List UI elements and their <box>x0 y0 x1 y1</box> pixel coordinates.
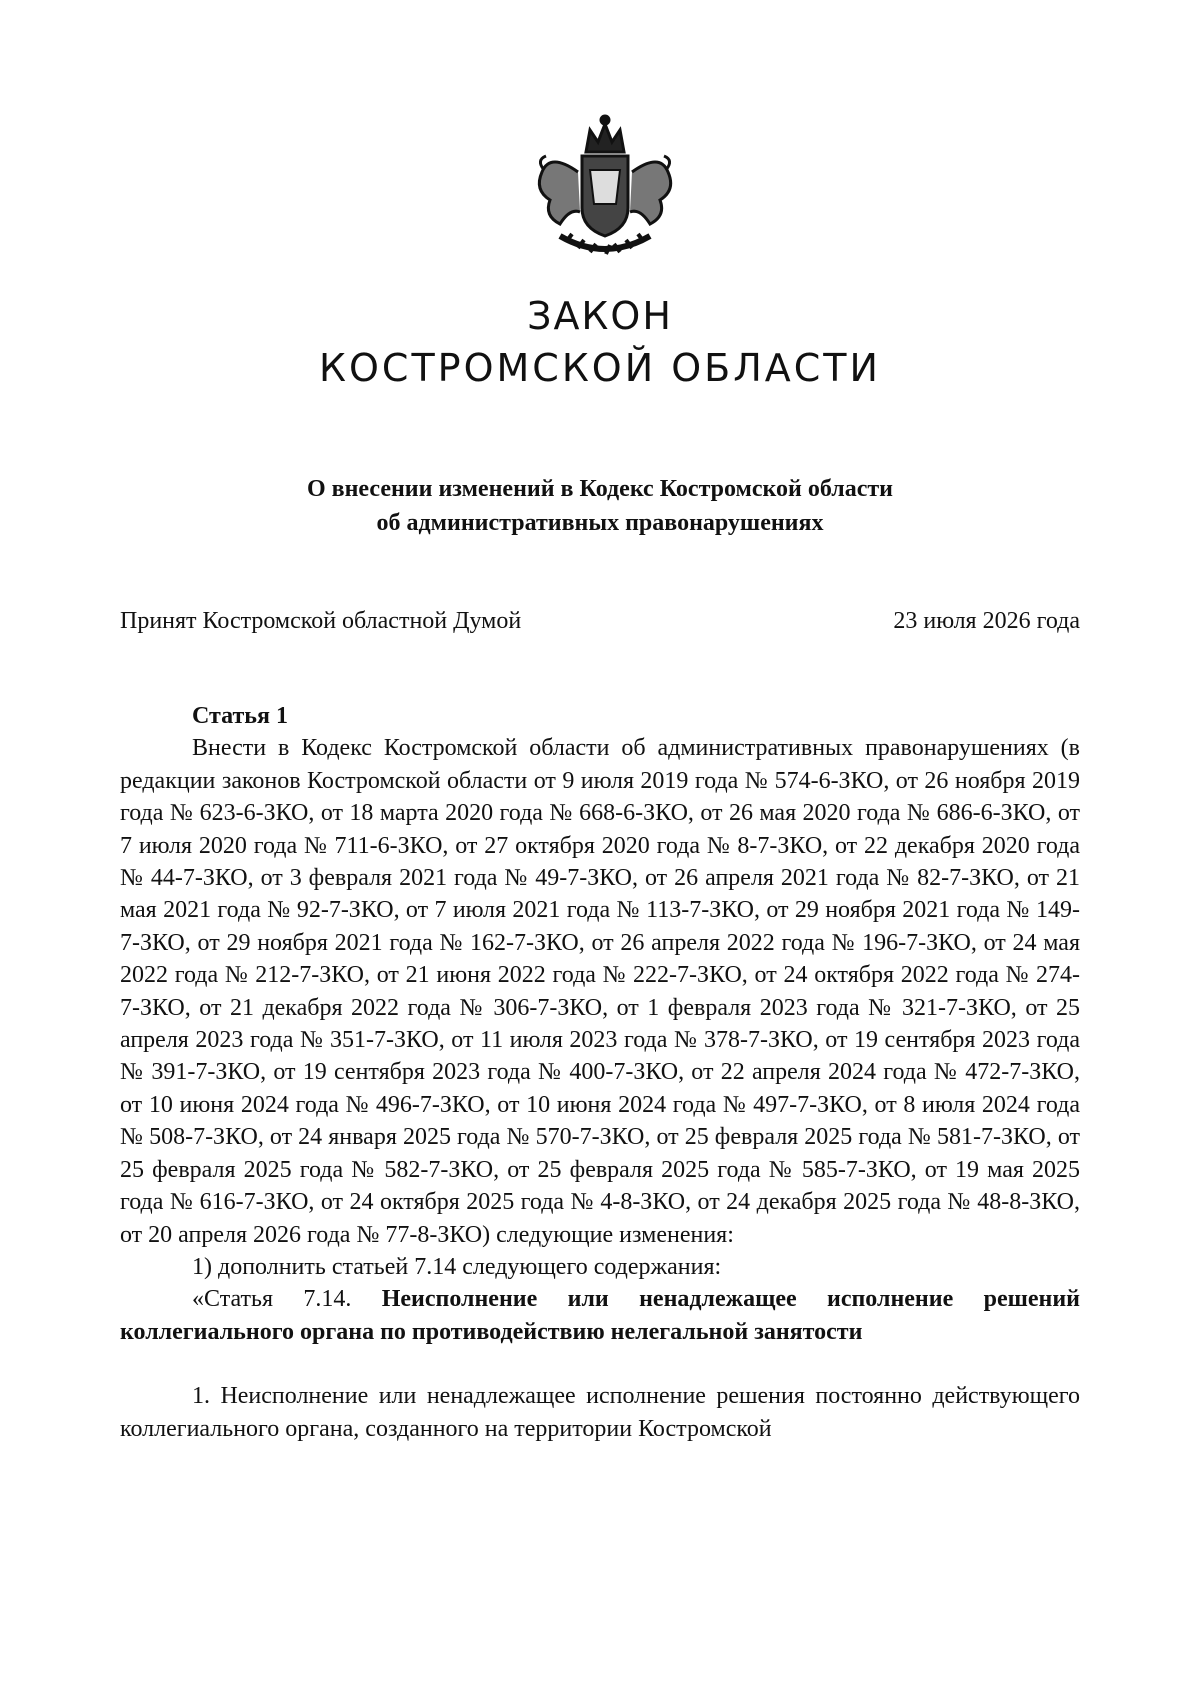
law-header-line1: ЗАКОН <box>527 294 673 338</box>
law-header <box>0 292 1200 396</box>
adoption-date: 23 июля 2026 года <box>893 608 1080 634</box>
law-title-line2: об административных правонарушениях <box>376 510 824 536</box>
spacer <box>120 1348 1080 1380</box>
adopted-by: Принят Костромской областной Думой <box>120 608 522 634</box>
adoption-line <box>120 604 1080 638</box>
new-article-prefix: «Статья 7.14. <box>192 1286 352 1313</box>
article-paragraph: Внести в Кодекс Костромской области об административных правонарушениях (в редакции законов Костромской области от 9 июля 2019 года № 574-6-ЗКО, от 26 ноября 2019 года № 623-6-ЗКО, от 18 марта 2020 года № 668-6-ЗКО, от 26 мая 2020 года № 686-6-ЗКО, от 7 июля 2020 года № 711-6-ЗКО, от 27 октября 2020 года № 8-7-ЗКО, от 22 декабря 2020 года № 44-7-ЗКО, от 3 февраля 2021 года № 49-7-ЗКО, от 26 апреля 2021 года № 82-7-ЗКО, от 21 мая 2021 года № 92-7-ЗКО, от 7 июля 2021 года № 113-7-ЗКО, от 29 ноября 2021 года № 149-7-ЗКО, от 29 ноября 2021 года № 162-7-ЗКО, от 26 апреля 2022 года № 196-7-ЗКО, от 24 мая 2022 года № 212-7-ЗКО, от 21 июня 2022 года № 222-7-ЗКО, от 24 октября 2022 года № 274-7-ЗКО, от 21 декабря 2022 года № 306-7-ЗКО, от 1 февраля 2023 года № 321-7-ЗКО, от 25 апреля 2023 года № 351-7-ЗКО, от 11 июля 2023 года № 378-7-ЗКО, от 19 сентября 2023 года № 391-7-ЗКО, от 19 сентября 2023 года № 400-7-ЗКО, от 22 апреля 2024 года № 472-7-ЗКО, от 10 июня 2024 года № 496-7-ЗКО, от 10 июня 2024 года № 497-7-ЗКО, от 8 июля 2024 года № 508-7-ЗКО, от 24 января 2025 года № 570-7-ЗКО, от 25 февраля 2025 года № 581-7-ЗКО, от 25 февраля 2025 года № 582-7-ЗКО, от 25 февраля 2025 года № 585-7-ЗКО, от 19 мая 2025 года № 616-7-ЗКО, от 24 октября 2025 года № 4-8-ЗКО, от 24 декабря 2025 года № 48-8-ЗКО, от 20 апреля 2026 года № 77-8-ЗКО) следующие изменения: <box>120 735 1080 1248</box>
law-header-line2: КОСТРОМСКОЙ ОБЛАСТИ <box>319 346 881 390</box>
new-article-heading <box>120 1283 1080 1348</box>
item-1: 1) дополнить статьей 7.14 следующего содержания: <box>192 1253 722 1280</box>
article-heading: Статья 1 <box>192 703 288 729</box>
new-article-title: Неисполнение или ненадлежащее исполнение решений коллегиального органа по противодействию нелегальной занятости <box>120 1286 1080 1345</box>
law-title <box>0 472 1200 540</box>
coat-of-arms-icon <box>520 112 690 272</box>
document-body <box>120 700 1080 1445</box>
law-title-line1: О внесении изменений в Кодекс Костромской области <box>306 476 894 502</box>
clause-1: 1. Неисполнение или ненадлежащее исполнение решения постоянно действующего коллегиального органа, созданного на территории Костромской <box>120 1383 1080 1442</box>
